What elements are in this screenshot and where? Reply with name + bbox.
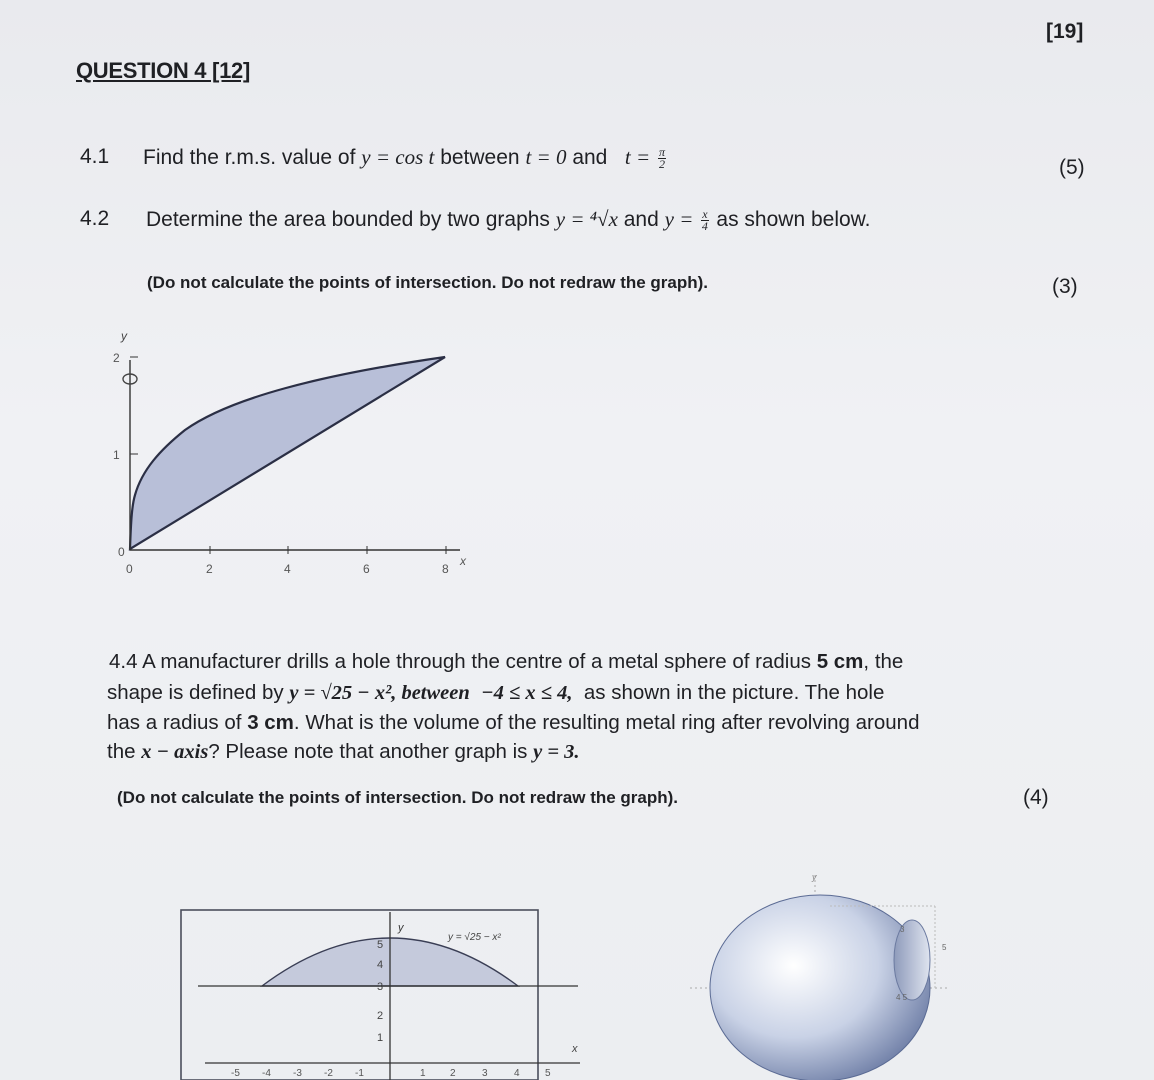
area-graph [100, 320, 490, 580]
graph2-xtick-n1: -1 [355, 1068, 364, 1079]
q41-frac-den: 2 [658, 156, 665, 171]
q44-line1a: A manufacturer drills a hole through the centre of a metal sphere of radius [142, 650, 811, 673]
q44-line4a: the [107, 740, 136, 763]
page-total-marks: [19] [1046, 20, 1084, 43]
graph2-xtick-n4: -4 [262, 1068, 271, 1079]
q42-frac-den: 4 [701, 218, 708, 233]
graph1-xtick-label-6: 6 [363, 562, 370, 576]
graph1-xtick-label-0: 0 [126, 562, 133, 576]
q44-line3c: . What is the volume of the resulting metal ring after revolving around [293, 711, 920, 734]
graph2-ytick-3: 3 [377, 981, 384, 993]
q41-lead: Find the r.m.s. value of [143, 146, 356, 169]
q44-number: 4.4 [109, 650, 138, 673]
q41-fraction [658, 144, 666, 171]
sphere-body [710, 895, 930, 1080]
q42-fraction [701, 206, 708, 233]
q44-line1b: 5 cm [816, 650, 864, 673]
figure3-sphere-radius-label: 5 [942, 943, 947, 952]
q41-t-eq: t = [624, 145, 651, 169]
q41-eq2: t = 0 [525, 145, 567, 169]
q44-line2 [107, 678, 884, 708]
graph1-ytick-label-0: 0 [118, 545, 125, 559]
graph2-xtick-n3: -3 [293, 1068, 302, 1079]
graph1-ytick-label-1: 1 [113, 448, 120, 462]
graph2-xtick-4: 4 [514, 1068, 520, 1079]
graph1-ytick-label-2: 2 [113, 351, 120, 365]
q41-text [143, 145, 668, 170]
q42-tail: as shown below. [716, 208, 871, 231]
figure3-hole-radius-label: 3 [900, 925, 905, 934]
semicircle-graph [170, 895, 600, 1080]
q42-note: (Do not calculate the points of intersection. Do not redraw the graph). [147, 273, 709, 292]
q44-line3 [107, 708, 919, 737]
graph2-xtick-1: 1 [420, 1068, 426, 1079]
graph1-xtick-label-2: 2 [206, 562, 213, 576]
q41-and: and [572, 146, 608, 169]
graph2-x-label: x [572, 1043, 578, 1055]
graph2-xtick-2: 2 [450, 1068, 456, 1079]
q42-lead: Determine the area bounded by two graphs [146, 208, 550, 231]
q44-line1 [109, 647, 903, 676]
graph2-xtick-n5: -5 [231, 1068, 240, 1079]
q42-and: and [623, 208, 659, 231]
q44-marks: (4) [1023, 786, 1049, 809]
q42-text [146, 207, 871, 232]
sphere-ring-figure [680, 860, 970, 1080]
figure3-bottom-labels: 4 5 [896, 993, 908, 1002]
q42-eq1: y = ⁴√x [555, 207, 618, 231]
graph1-xtick-label-8: 8 [442, 562, 449, 576]
figure3-y-label: y [812, 872, 817, 882]
shaded-region [130, 357, 445, 549]
q42-number: 4.2 [80, 207, 110, 230]
graph2-ytick-5: 5 [377, 939, 384, 951]
q41-between: between [440, 146, 520, 169]
graph2-y-label: y [398, 922, 404, 934]
q41-number: 4.1 [80, 145, 110, 168]
q44-line4 [107, 737, 580, 767]
graph1-y-label: y [121, 329, 127, 343]
graph2-ytick-4: 4 [377, 959, 384, 971]
q44-line3a: has a radius of [107, 711, 242, 734]
q44-line2d: as shown in the picture. The hole [583, 681, 885, 704]
graph1-x-label: x [460, 554, 466, 568]
q44-line3b: 3 cm [247, 711, 294, 734]
q41-marks: (5) [1059, 156, 1085, 179]
graph2-xtick-3: 3 [482, 1068, 488, 1079]
graph2-xtick-5: 5 [545, 1068, 551, 1079]
q44-note: (Do not calculate the points of intersection. Do not redraw the graph). [117, 788, 679, 807]
q41-eq1: y = cos t [361, 145, 435, 169]
graph2-ytick-2: 2 [377, 1010, 384, 1022]
graph2-ytick-1: 1 [377, 1032, 384, 1044]
q42-marks: (3) [1052, 275, 1078, 298]
q41-frac-num: π [658, 144, 665, 159]
graph1-xtick-label-4: 4 [284, 562, 291, 576]
q44-line1c: , the [863, 650, 904, 673]
q44-line2c: −4 ≤ x ≤ 4, [481, 682, 573, 704]
q42-frac-num: x [702, 206, 708, 221]
q44-line2b: y = √25 − x², between [289, 682, 470, 704]
q44-line4c: ? Please note that another graph is [208, 740, 528, 763]
question-title: QUESTION 4 [12] [76, 58, 250, 83]
graph2-curve-label: y = √25 − x² [448, 932, 501, 943]
q44-line2a: shape is defined by [107, 681, 284, 704]
q42-eq2-lhs: y = [664, 207, 694, 231]
q44-line4d: y = 3. [533, 741, 580, 763]
q44-line4b: x − axis [141, 741, 209, 763]
graph2-xtick-n2: -2 [324, 1068, 333, 1079]
